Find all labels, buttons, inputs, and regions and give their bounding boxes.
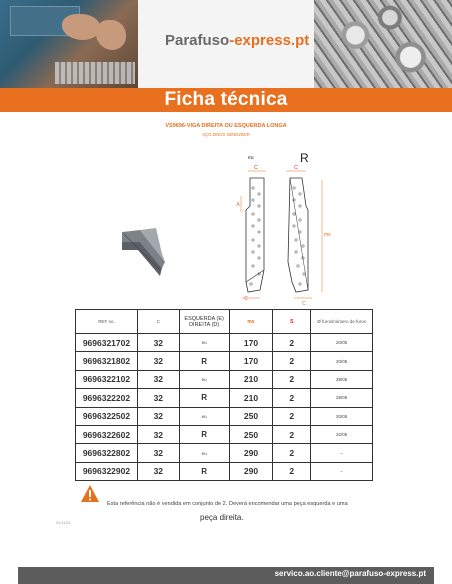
technical-drawing <box>110 150 350 310</box>
table-row: 9696322502 32 eu 250 2 20/05 <box>76 407 373 425</box>
product-material: AÇO ZINCO SENDZIMIR <box>202 132 250 137</box>
col-thickness: S <box>273 310 311 334</box>
hand-shape <box>96 20 126 50</box>
header-banner <box>0 0 452 88</box>
warning-icon <box>80 484 100 504</box>
table-row: 9696321802 32 R 170 2 20/05 <box>76 352 373 370</box>
col-height: ms <box>229 310 273 334</box>
left-bracket-drawing <box>241 171 266 298</box>
version-code: V1.21.21 <box>56 521 71 525</box>
note-text: Esta referência não é vendida em conjunto de 2. Deverá encomendar uma peça esquerda e uma <box>107 501 348 507</box>
spec-table <box>75 309 373 481</box>
note-text-continued: peça direita. <box>200 513 244 522</box>
table-row: 9696322602 32 R 250 2 32/05 <box>76 425 373 443</box>
hand-shape <box>62 14 100 40</box>
product-render <box>122 228 165 276</box>
col-ref: REF no. <box>76 310 138 334</box>
col-c: C <box>137 310 179 334</box>
table-row: 9696322802 32 eu 290 2 – <box>76 444 373 462</box>
dim-c-bottom-left: C <box>244 296 248 302</box>
table-row: 9696322102 32 eu 210 2 28/05 <box>76 370 373 388</box>
col-side: ESQUERDA (E) DIREITA (D) <box>179 310 229 334</box>
dim-c-bottom-right: C <box>302 301 306 307</box>
table-header-row <box>76 310 373 334</box>
col-holes: Ø furos/número de furos <box>311 310 373 334</box>
table-row: 9696322902 32 R 290 2 – <box>76 462 373 480</box>
footer-email: servico.ao.cliente@parafuso-express.pt <box>274 569 426 578</box>
page-title: Ficha técnica <box>164 89 288 110</box>
dim-height-label: ms <box>324 232 331 238</box>
table-row: 9696321702 32 eu 170 2 20/05 <box>76 334 373 352</box>
dim-c-top-left: C <box>254 165 258 171</box>
table-row: 9696322202 32 R 210 2 28/05 <box>76 389 373 407</box>
dim-c-top-right: C <box>294 165 298 171</box>
screw-strip <box>55 62 135 84</box>
variant-right-label: R <box>300 151 309 165</box>
variant-left-label: eu <box>248 155 254 161</box>
brand-logo: Parafuso-express.pt <box>165 32 310 49</box>
product-title: VS9696-VIGA DIREITA OU ESQUERDA LONGA <box>165 123 287 129</box>
screws-photo <box>314 0 452 88</box>
right-bracket-drawing <box>286 171 322 298</box>
workshop-photo <box>0 0 138 88</box>
dim-a-label: A <box>236 202 240 208</box>
